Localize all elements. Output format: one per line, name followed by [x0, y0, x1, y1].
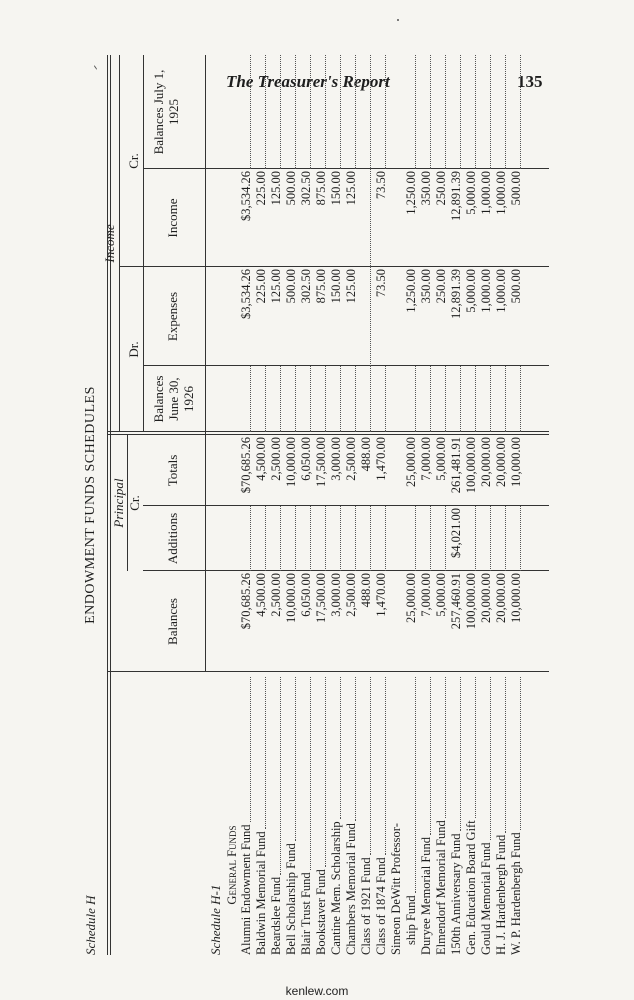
fund-name-text: Elmendorf Memorial Fund [434, 820, 448, 955]
fund-name-text: 150th Anniversary Fund [449, 833, 463, 955]
endowment-funds-table [83, 55, 549, 955]
table-cell: 5,000.00 [434, 573, 448, 617]
table-cell: 5,000.00 [434, 437, 448, 481]
fund-name-text: Bookstaver Fund [314, 869, 328, 955]
fund-name-continuation [404, 675, 419, 955]
table-cell: 1,470.00 [374, 573, 388, 617]
empty-cell-leader [251, 366, 266, 432]
empty-cell-leader [416, 506, 431, 571]
col-balances-july: Balances July 1, 1925 [151, 69, 181, 155]
empty-cell-leader [296, 55, 311, 169]
table-cell: 1,250.00 [404, 269, 418, 313]
fund-name-text: ship Fund [404, 895, 418, 945]
table-cell: 3,000.00 [329, 573, 343, 617]
fund-name [314, 675, 329, 955]
empty-cell-leader [251, 506, 266, 571]
empty-cell-leader [446, 366, 461, 432]
table-cell: 150.00 [329, 269, 343, 304]
table-cell: 225.00 [254, 171, 268, 206]
row-spacer [389, 169, 404, 267]
fund-name [344, 675, 359, 955]
table-cell: 12,891.39 [449, 269, 463, 319]
table-cell: 488.00 [359, 573, 373, 608]
table-cell: 500.00 [509, 171, 523, 206]
empty-cell-leader [266, 55, 281, 169]
table-cell: 7,000.00 [419, 437, 433, 481]
table-cell: 10,000.00 [284, 437, 298, 487]
fund-name-text: H. J. Hardenbergh Fund [494, 834, 508, 955]
table-cell: 1,000.00 [494, 269, 508, 313]
fund-name [239, 675, 254, 955]
empty-cell-leader [236, 55, 251, 169]
table-cell: 1,470.00 [374, 437, 388, 481]
empty-cell-leader [356, 55, 371, 169]
empty-cell-leader [236, 506, 251, 571]
row-spacer [389, 571, 404, 672]
table-cell: 225.00 [254, 269, 268, 304]
empty-cell-leader [281, 366, 296, 432]
empty-cell-leader [401, 366, 416, 432]
table-cell: 17,500.00 [314, 437, 328, 487]
empty-cell-leader [341, 366, 356, 432]
table-cell: 3,000.00 [329, 437, 343, 481]
table-cell: 125.00 [344, 269, 358, 304]
fund-name [254, 675, 269, 955]
table-cell: $70,685.26 [239, 437, 253, 494]
table-cell: 6,050.00 [299, 437, 313, 481]
fund-name [359, 675, 374, 955]
empty-cell-leader [491, 55, 506, 169]
fund-name-text: Bell Scholarship Fund [284, 843, 298, 955]
table-cell: 100,000.00 [464, 437, 478, 494]
page-number: 135 [517, 72, 543, 91]
table-cell: 2,500.00 [269, 437, 283, 481]
fund-name [494, 675, 509, 955]
table-cell: 20,000.00 [494, 573, 508, 623]
empty-cell-leader [461, 366, 476, 432]
empty-cell-leader [491, 366, 506, 432]
empty-cell-leader [461, 506, 476, 571]
fund-name-text: Baldwin Memorial Fund [254, 831, 268, 955]
income-header: Income [102, 224, 117, 263]
fund-name [509, 675, 524, 955]
row-spacer [389, 267, 404, 366]
table-cell: 1,250.00 [404, 171, 418, 215]
empty-cell-leader [401, 506, 416, 571]
table-cell: 150.00 [329, 171, 343, 206]
table-cell: 350.00 [419, 171, 433, 206]
empty-cell-leader [281, 55, 296, 169]
empty-cell-leader [311, 506, 326, 571]
empty-cell-leader [506, 55, 521, 169]
table-cell: 4,500.00 [254, 573, 268, 617]
fund-name-text: Beardslee Fund [269, 876, 283, 955]
income-dr-header: Dr. [126, 341, 141, 358]
empty-cell-leader [506, 506, 521, 571]
empty-cell-leader [311, 55, 326, 169]
empty-cell-leader [476, 55, 491, 169]
section-heading: General Funds [225, 825, 239, 905]
table-cell: 1,000.00 [494, 171, 508, 215]
table-cell: 5,000.00 [464, 269, 478, 313]
page-header-title: The Treasurer's Report [226, 72, 390, 91]
table-cell: 25,000.00 [404, 437, 418, 487]
table-cell: $3,534.26 [239, 171, 253, 221]
empty-cell-leader [341, 55, 356, 169]
empty-cell-leader [371, 55, 386, 169]
table-cell: 125.00 [269, 269, 283, 304]
table-cell: 73.50 [374, 171, 388, 200]
table-cell: 2,500.00 [269, 573, 283, 617]
table-cell: 2,500.00 [344, 573, 358, 617]
balances-july-column [239, 55, 524, 169]
fund-name-text: Gen. Education Board Gift [464, 820, 478, 955]
table-cell: 10,000.00 [284, 573, 298, 623]
table-cell: 25,000.00 [404, 573, 418, 623]
table-cell: 125.00 [344, 171, 358, 206]
principal-header: Principal [111, 478, 126, 528]
fund-name-text: Duryee Memorial Fund [419, 836, 433, 955]
empty-cell-leader [416, 366, 431, 432]
empty-cell-leader [281, 506, 296, 571]
fund-name-text: Class of 1874 Fund [374, 857, 388, 955]
fund-name [479, 675, 494, 955]
balances-column [239, 571, 524, 672]
table-cell: 17,500.00 [314, 573, 328, 623]
col-balances: Balances [165, 598, 180, 645]
fund-name [269, 675, 284, 955]
table-cell: 2,500.00 [344, 437, 358, 481]
empty-cell-leader [476, 506, 491, 571]
header-rule [205, 55, 206, 672]
fund-name-text: Alumni Endowment Fund [239, 824, 253, 955]
table-cell: 12,891.39 [449, 171, 463, 221]
schedule-subtitle: Schedule H-1 [208, 884, 223, 955]
paper-speck [397, 19, 399, 21]
table-cell: 5,000.00 [464, 171, 478, 215]
table-cell: 20,000.00 [479, 437, 493, 487]
empty-cell-leader [446, 55, 461, 169]
expenses-column [239, 267, 524, 366]
empty-cell-leader [311, 366, 326, 432]
table-cell: 10,000.00 [509, 437, 523, 487]
table-cell: 488.00 [359, 437, 373, 472]
empty-cell-leader [401, 55, 416, 169]
group-rule [143, 267, 144, 432]
table-title: ENDOWMENT FUNDS SCHEDULES [83, 386, 98, 624]
col-income: Income [165, 198, 180, 238]
schedule-label: Schedule H [83, 895, 98, 955]
col-expenses: Expenses [165, 291, 180, 342]
table-cell: 100,000.00 [464, 573, 478, 630]
table-cell: 20,000.00 [494, 437, 508, 487]
fund-name [419, 675, 434, 955]
group-rule [119, 55, 120, 432]
table-cell: 500.00 [284, 269, 298, 304]
table-cell: 10,000.00 [509, 573, 523, 623]
empty-cell-leader [266, 506, 281, 571]
fund-name-text: Class of 1921 Fund [359, 857, 373, 955]
empty-cell-leader [356, 366, 371, 432]
empty-cell-leader [506, 366, 521, 432]
fund-name [374, 675, 389, 955]
table-cell: 500.00 [284, 171, 298, 206]
empty-cell-leader [356, 169, 371, 267]
table-cell: 302.50 [299, 269, 313, 304]
table-cell: 261,481.91 [449, 437, 463, 494]
fund-name-text: Cantine Mem. Scholarship [329, 821, 343, 955]
empty-cell-leader [356, 506, 371, 571]
col-totals: Totals [165, 454, 180, 487]
additions-column [239, 506, 524, 571]
empty-cell-leader [266, 366, 281, 432]
empty-cell-leader [326, 55, 341, 169]
principal-cr-header: Cr. [127, 495, 142, 511]
table-cell: 125.00 [269, 171, 283, 206]
table-cell: 250.00 [434, 171, 448, 206]
totals-column [239, 435, 524, 506]
fund-name [434, 675, 449, 955]
fund-name-text: Simeon DeWitt Professor- [389, 823, 403, 955]
watermark: kenlew.com [285, 984, 349, 998]
empty-cell-leader [476, 366, 491, 432]
fund-name-text: Gould Memorial Fund [479, 842, 493, 955]
empty-cell-leader [371, 506, 386, 571]
fund-name-text: Blair Trust Fund [299, 872, 313, 955]
empty-cell-leader [431, 506, 446, 571]
table-cell: $70,685.26 [239, 573, 253, 630]
empty-cell-leader [341, 506, 356, 571]
table-cell: 6,050.00 [299, 573, 313, 617]
fund-name [284, 675, 299, 955]
empty-cell-leader [326, 366, 341, 432]
table-cell: 1,000.00 [479, 171, 493, 215]
fund-name [449, 675, 464, 955]
empty-cell-leader [431, 366, 446, 432]
row-spacer [389, 435, 404, 506]
table-cell: 20,000.00 [479, 573, 493, 623]
col-additions: Additions [165, 512, 180, 565]
income-column [239, 169, 524, 267]
empty-cell-leader [326, 506, 341, 571]
table-cell: 73.50 [374, 269, 388, 298]
table-cell: 7,000.00 [419, 573, 433, 617]
fund-name-text: W. P. Hardenbergh Fund [509, 832, 523, 955]
empty-cell-leader [296, 506, 311, 571]
fund-name [329, 675, 344, 955]
table-cell: 250.00 [434, 269, 448, 304]
empty-cell-leader [371, 366, 386, 432]
fund-name-text: Chambers Memorial Fund [344, 823, 358, 955]
group-rule [143, 55, 144, 267]
fund-name [464, 675, 479, 955]
balances-june-column [239, 366, 524, 432]
col-balances-june: Balances June 30, 1926 [151, 375, 196, 423]
table-cell: $4,021.00 [449, 508, 463, 558]
fund-name-column [239, 675, 524, 955]
table-cell: 4,500.00 [254, 437, 268, 481]
table-cell: 1,000.00 [479, 269, 493, 313]
fund-name [389, 675, 404, 955]
table-cell: 257,460.91 [449, 573, 463, 630]
empty-cell-leader [236, 366, 251, 432]
empty-cell-leader [356, 267, 371, 366]
table-cell: $3,534.26 [239, 269, 253, 319]
empty-cell-leader [431, 55, 446, 169]
empty-cell-leader [296, 366, 311, 432]
empty-cell-leader [251, 55, 266, 169]
table-cell: 875.00 [314, 269, 328, 304]
empty-cell-leader [491, 506, 506, 571]
table-cell: 875.00 [314, 171, 328, 206]
table-cell: 350.00 [419, 269, 433, 304]
empty-cell-leader [416, 55, 431, 169]
table-cell: 302.50 [299, 171, 313, 206]
fund-name [299, 675, 314, 955]
table-cell: 500.00 [509, 269, 523, 304]
income-cr-header: Cr. [126, 153, 141, 169]
empty-cell-leader [461, 55, 476, 169]
